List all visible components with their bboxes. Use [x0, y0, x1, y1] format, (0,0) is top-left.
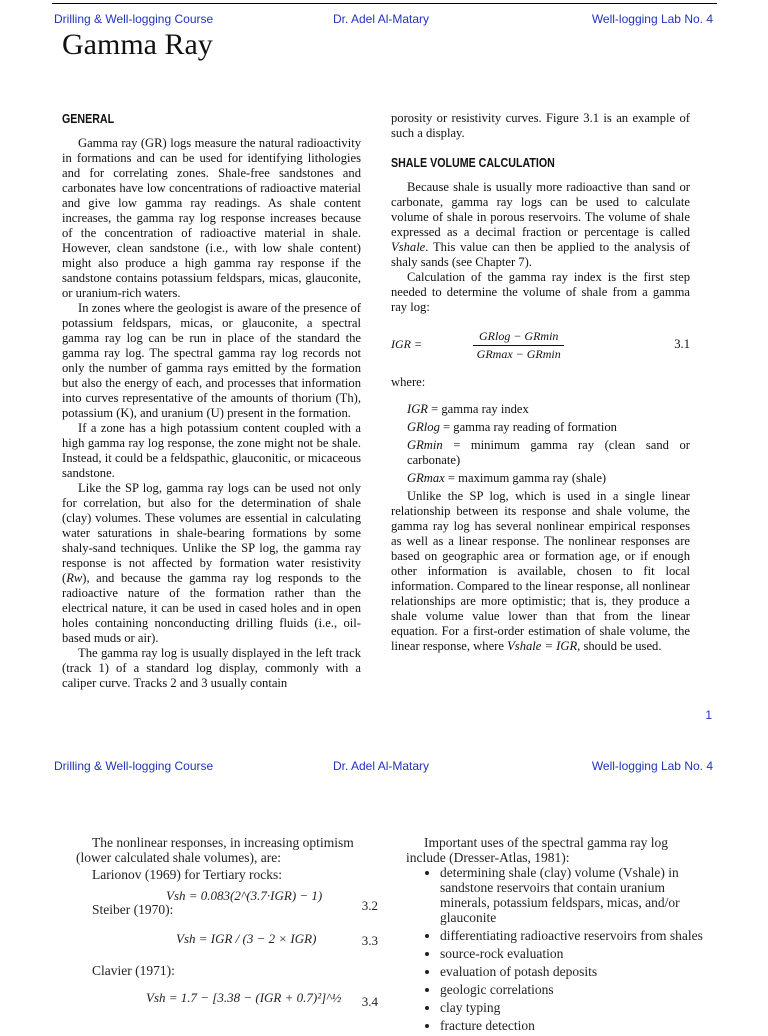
shale-paragraph-3: Unlike the SP log, which is used in a single linear relationship between its response and shale volume, the gamma ray log has several nonlinear empirical responses as well as a linear response. The nonlinear responses are based on geographic area or formation age, or if enough other information is available, chosen to fit local information. Compared to the linear response, all nonlinear relationships are more optimistic; that is, they produce a shale volume value lower than that from the linear equation. For a first-order estimation of shale volume, the linear response, where Vshale = IGR, should be used.	[391, 489, 690, 653]
page-2	[0, 740, 768, 1033]
header-author: Dr. Adel Al-Matary	[333, 12, 430, 26]
eq31-denominator: GRmax − GRmin	[476, 347, 561, 361]
list-item: • fracture detection	[440, 1018, 708, 1033]
right-column	[391, 111, 690, 654]
general-paragraph-3: If a zone has a high potassium content coupled with a high gamma ray log response, the zone might not be shale. Instead, it could be a feldspathic, glauconitic, or micaceous sandstone.	[62, 421, 361, 480]
header-course: Drilling & Well-logging Course	[54, 12, 214, 26]
clavier-label: Clavier (1971):	[92, 963, 175, 978]
definition-grmax: GRmax = maximum gamma ray (shale)	[407, 471, 607, 485]
list-item: • geologic correlations	[440, 982, 708, 997]
page2-right-column	[406, 835, 708, 1036]
eq33-number: 3.3	[361, 933, 378, 948]
where-label: where:	[391, 375, 426, 389]
definition-grmin: GRmin = minimum gamma ray (clean sand or carbonate)	[407, 438, 690, 467]
left-column	[62, 111, 361, 691]
page2-left-column	[76, 835, 378, 1022]
shale-paragraph-2: Calculation of the gamma ray index is the first step needed to determine the volume of shale from a gamma ray log:	[391, 270, 690, 314]
eq31-numerator: GRlog − GRmin	[473, 329, 564, 346]
larionov-label: Larionov (1969) for Tertiary rocks:	[92, 867, 282, 882]
uses-list	[420, 865, 708, 1033]
general-paragraph-2: In zones where the geologist is aware of the presence of potassium feldspars, micas, or glauconite, a spectral gamma ray log can be run in place of the standard the gamma ray log. The spectral gamma ray log records not only the number of gamma rays emitted by the formation but also the energy of each, and processes that information into curves representative of the amounts of thorium (Th), potassium (K), and uranium (U) present in the formation.	[62, 301, 361, 420]
eq34-formula: Vsh = 1.7 − [3.38 − (IGR + 0.7)²]^½	[146, 990, 342, 1005]
header-rule	[52, 3, 717, 4]
nonlinear-intro: The nonlinear responses, in increasing optimism (lower calculated shale volumes), are:	[76, 835, 354, 865]
eq31-number: 3.1	[674, 337, 690, 351]
equation-3-1	[391, 323, 690, 371]
header-lab: Well-logging Lab No. 4	[591, 12, 713, 26]
page-number: 1	[705, 708, 712, 722]
steiber-label: Steiber (1970):	[92, 902, 174, 917]
list-item: • evaluation of potash deposits	[440, 964, 708, 979]
general-paragraph-4: Like the SP log, gamma ray logs can be used not only for correlation, but also for the determination of shale (clay) volumes. These volumes are essential in calculating water saturations in shale-bearing formations by some shaly-sand techniques. Unlike the SP log, the gamma ray response is not affected by formation water resistivity (Rw), and because the gamma ray log responds to the radioactive nature of the formation rather than the electrical nature, it can be used in cased holes and in open holes containing nonconducting drilling fluids (i.e., oil-based muds or air).	[62, 481, 361, 645]
list-item: • source-rock evaluation	[440, 946, 708, 961]
header-course-2: Drilling & Well-logging Course	[54, 759, 214, 773]
header-author-2: Dr. Adel Al-Matary	[333, 759, 430, 773]
eq31-fraction	[473, 329, 564, 362]
page-title: Gamma Ray	[62, 28, 213, 61]
eq33-formula: Vsh = IGR / (3 − 2 × IGR)	[176, 931, 317, 946]
eq31-lhs: IGR =	[391, 337, 423, 351]
general-heading: GENERAL	[62, 111, 115, 126]
definition-igr: IGR = gamma ray index	[407, 402, 529, 416]
uses-intro: Important uses of the spectral gamma ray log include (Dresser-Atlas, 1981):	[406, 835, 669, 865]
eq34-number: 3.4	[361, 994, 378, 1009]
equation-3-4	[76, 978, 378, 1022]
general-paragraph-5: The gamma ray log is usually displayed in the left track (track 1) of a standard log display, commonly with a caliper curve. Tracks 2 and 3 usually contain	[62, 646, 361, 690]
equation-3-3	[76, 917, 378, 961]
list-item: • clay typing	[440, 1000, 708, 1015]
list-item: • determining shale (clay) volume (Vshale) in sandstone reservoirs that contain uranium minerals, potassium feldspars, micas, and/or glauconite	[440, 865, 708, 925]
eq32-number: 3.2	[361, 898, 378, 913]
shale-heading: SHALE VOLUME CALCULATION	[391, 155, 555, 170]
definition-grlog: GRlog = gamma ray reading of formation	[407, 420, 617, 434]
shale-paragraph-1: Because shale is usually more radioactive than sand or carbonate, gamma ray logs can be used to calculate volume of shale in porous reservoirs. The volume of shale expressed as a decimal fraction or percentage is called Vshale. This value can then be applied to the analysis of shaly sands (see Chapter 7).	[391, 180, 690, 269]
definition-list	[407, 402, 690, 486]
right-paragraph-0: porosity or resistivity curves. Figure 3.1 is an example of such a display.	[391, 111, 690, 140]
list-item: • differentiating radioactive reservoirs from shales	[440, 928, 708, 943]
general-paragraph-1: Gamma ray (GR) logs measure the natural radioactivity in formations and can be used for identifying lithologies and for correlating zones. Shale-free sandstones and carbonates have low concentrations of radioactive material and give low gamma ray readings. As shale content increases, the gamma ray log response increases because of the concentration of radioactive material in shale. However, clean sandstone (i.e., with low shale content) might also produce a high gamma ray response if the sandstone contains potassium feldspars, micas, glauconite, or uranium-rich waters.	[62, 136, 361, 300]
eq32-formula: Vsh = 0.083(2^(3.7·IGR) − 1)	[166, 888, 323, 903]
header-lab-2: Well-logging Lab No. 4	[591, 759, 713, 773]
